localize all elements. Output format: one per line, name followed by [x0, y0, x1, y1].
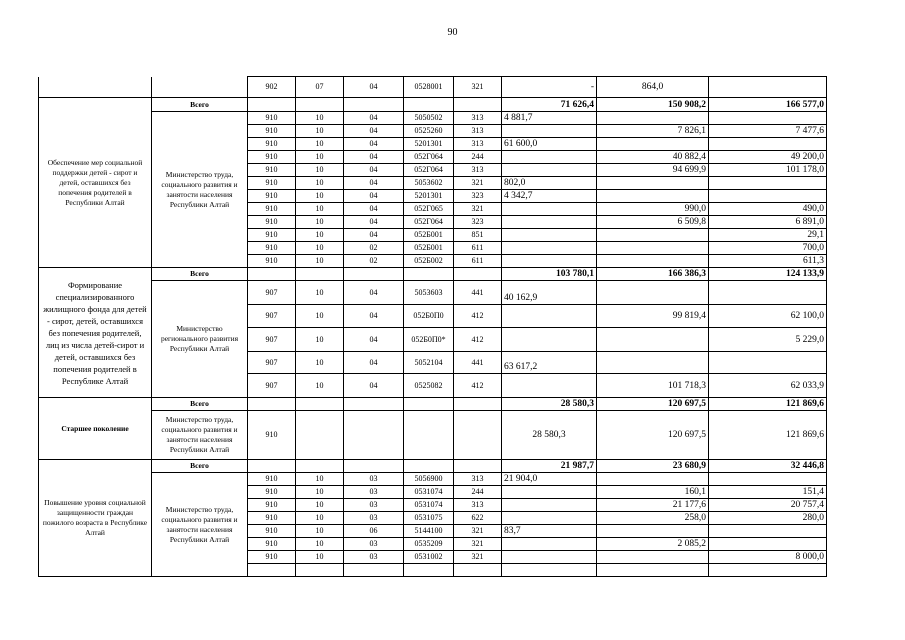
cell-expense-type: 851 [454, 229, 502, 242]
cell-expense-type: 412 [454, 305, 502, 328]
cell-expense-type: 313 [454, 164, 502, 177]
program-name: Формирование специализированного жилищного фонда для детей - сирот, детей, оставшихся без попечения родителей, лиц из числа детей-сирот и детей, оставшихся без попечения родителей в Республике Алтай [39, 268, 152, 398]
cell-target-article: 5201301 [404, 190, 454, 203]
cell-target-article: 5053603 [404, 281, 454, 305]
cell-target-article: 5052104 [404, 352, 454, 374]
cell-section: 10 [296, 281, 344, 305]
cell-target-article: 5144100 [404, 525, 454, 538]
cell-code: 907 [248, 281, 296, 305]
cell-subsection: 03 [344, 538, 404, 551]
total-value-2: 23 680,9 [597, 460, 709, 473]
cell-target-article: 052Б001 [404, 229, 454, 242]
cell-section: 10 [296, 512, 344, 525]
cell-expense-type: 313 [454, 499, 502, 512]
cell-expense-type: 313 [454, 125, 502, 138]
cell-value-1 [502, 229, 597, 242]
organization-cell-continued [152, 77, 248, 98]
cell-subsection: 06 [344, 525, 404, 538]
budget-table [38, 76, 827, 577]
cell-value-3: 6 891,0 [709, 216, 827, 229]
cell-value-3: 20 757,4 [709, 499, 827, 512]
cell-target-article: 052Б0П0* [404, 328, 454, 352]
total-value-3: 32 446,8 [709, 460, 827, 473]
cell-code: 910 [248, 525, 296, 538]
cell-value-3: 101 178,0 [709, 164, 827, 177]
cell-value-3 [709, 281, 827, 305]
cell-code: 910 [248, 486, 296, 499]
cell-subsection: 04 [344, 203, 404, 216]
cell-subsection: 03 [344, 551, 404, 564]
cell-code: 910 [248, 177, 296, 190]
cell-target-article: 052Г064 [404, 151, 454, 164]
cell-expense-type: 321 [454, 538, 502, 551]
cell-target-article: 052Г065 [404, 203, 454, 216]
cell-code [248, 564, 296, 577]
empty-cell [404, 460, 454, 473]
cell-value-2 [597, 564, 709, 577]
cell-section: 10 [296, 551, 344, 564]
cell-value-2 [597, 229, 709, 242]
cell-expense-type: 323 [454, 216, 502, 229]
cell-value-1: 40 162,9 [502, 281, 597, 305]
cell-expense-type: 441 [454, 352, 502, 374]
cell-value-2 [597, 473, 709, 486]
cell-code: 910 [248, 538, 296, 551]
table-row [39, 281, 827, 305]
cell-subsection: 04 [344, 216, 404, 229]
total-label: Всего [152, 460, 248, 473]
total-value-3: 124 133,9 [709, 268, 827, 281]
cell-value-3: 62 033,9 [709, 374, 827, 398]
cell-expense-type [454, 564, 502, 577]
table-row [39, 112, 827, 125]
cell-value-2 [597, 112, 709, 125]
total-value-1: 71 626,4 [502, 98, 597, 112]
empty-cell [454, 460, 502, 473]
cell-value-1 [502, 551, 597, 564]
total-row [39, 460, 827, 473]
cell-code: 910 [248, 229, 296, 242]
cell-expense-type: 244 [454, 486, 502, 499]
cell-section: 10 [296, 125, 344, 138]
cell-value-1 [502, 151, 597, 164]
cell-value-3: 29,1 [709, 229, 827, 242]
empty-cell [454, 398, 502, 411]
total-value-1: 28 580,3 [502, 398, 597, 411]
cell-value-3 [709, 538, 827, 551]
cell-value-3 [709, 138, 827, 151]
cell-section: 10 [296, 229, 344, 242]
cell-target-article: 052Б0П0 [404, 305, 454, 328]
cell-code: 902 [248, 77, 296, 98]
empty-cell [404, 268, 454, 281]
cell-expense-type: 244 [454, 151, 502, 164]
cell-value-2: 990,0 [597, 203, 709, 216]
page-number: 90 [447, 27, 458, 38]
cell-value-1 [502, 564, 597, 577]
cell-value-1: 83,7 [502, 525, 597, 538]
cell-value-2: 120 697,5 [597, 411, 709, 460]
cell-value-1 [502, 538, 597, 551]
cell-value-1: 63 617,2 [502, 352, 597, 374]
cell-value-1: 802,0 [502, 177, 597, 190]
empty-cell [344, 460, 404, 473]
organization-name: Министерство труда, социального развития и занятости населения Республики Алтай [152, 473, 248, 577]
cell-target-article: 052Б001 [404, 242, 454, 255]
cell-value-2 [597, 255, 709, 268]
cell-subsection: 04 [344, 112, 404, 125]
cell-section: 07 [296, 77, 344, 98]
empty-cell [344, 268, 404, 281]
empty-cell [296, 398, 344, 411]
empty-cell [296, 460, 344, 473]
cell-subsection: 03 [344, 512, 404, 525]
cell-value-2 [597, 190, 709, 203]
cell-value-2 [597, 242, 709, 255]
cell-subsection: 02 [344, 242, 404, 255]
cell-section: 10 [296, 190, 344, 203]
cell-value-1: 4 342,7 [502, 190, 597, 203]
cell-subsection: 03 [344, 486, 404, 499]
cell-subsection: 04 [344, 229, 404, 242]
cell-section: 10 [296, 216, 344, 229]
cell-expense-type: 313 [454, 112, 502, 125]
cell-value-1 [502, 328, 597, 352]
total-value-2: 166 386,3 [597, 268, 709, 281]
cell-value-2: 21 177,6 [597, 499, 709, 512]
cell-section: 10 [296, 242, 344, 255]
cell-value-2: 2 085,2 [597, 538, 709, 551]
cell-value-3 [709, 525, 827, 538]
organization-name: Министерство труда, социального развития и занятости населения Республики Алтай [152, 112, 248, 268]
cell-section: 10 [296, 151, 344, 164]
cell-expense-type: 313 [454, 473, 502, 486]
cell-value-3 [709, 177, 827, 190]
cell-section: 10 [296, 203, 344, 216]
organization-name: Министерство регионального развития Республики Алтай [152, 281, 248, 398]
cell-value-1 [502, 242, 597, 255]
cell-code: 910 [248, 190, 296, 203]
cell-subsection: 04 [344, 374, 404, 398]
cell-value-3: 151,4 [709, 486, 827, 499]
cell-target-article [404, 411, 454, 460]
program-name: Повышение уровня социальной защищенности граждан пожилого возраста в Республике Алтай [39, 460, 152, 577]
cell-subsection [344, 411, 404, 460]
cell-section: 10 [296, 112, 344, 125]
total-label: Всего [152, 398, 248, 411]
cell-target-article: 0531074 [404, 486, 454, 499]
cell-value-1 [502, 305, 597, 328]
cell-value-1 [502, 374, 597, 398]
cell-code: 910 [248, 551, 296, 564]
cell-value-2 [597, 281, 709, 305]
cell-code: 910 [248, 255, 296, 268]
cell-value-3: 611,3 [709, 255, 827, 268]
cell-target-article: 5056900 [404, 473, 454, 486]
cell-section: 10 [296, 499, 344, 512]
table-body [39, 77, 827, 577]
total-row [39, 398, 827, 411]
total-value-1: 21 987,7 [502, 460, 597, 473]
cell-value-1: 28 580,3 [502, 411, 597, 460]
cell-value-2 [597, 551, 709, 564]
cell-value-2 [597, 352, 709, 374]
cell-section: 10 [296, 525, 344, 538]
total-label: Всего [152, 98, 248, 112]
cell-code: 910 [248, 473, 296, 486]
cell-expense-type: 622 [454, 512, 502, 525]
cell-value-1 [502, 255, 597, 268]
organization-name: Министерство труда, социального развития и занятости населения Республики Алтай [152, 411, 248, 460]
cell-expense-type: 321 [454, 551, 502, 564]
cell-subsection [344, 564, 404, 577]
cell-section: 10 [296, 305, 344, 328]
cell-section: 10 [296, 538, 344, 551]
cell-value-3: 5 229,0 [709, 328, 827, 352]
total-value-2: 150 908,2 [597, 98, 709, 112]
cell-expense-type: 611 [454, 255, 502, 268]
table-row [39, 473, 827, 486]
cell-target-article: 0531002 [404, 551, 454, 564]
cell-section: 10 [296, 177, 344, 190]
cell-expense-type: 323 [454, 190, 502, 203]
cell-expense-type: 441 [454, 281, 502, 305]
cell-value-3: 8 000,0 [709, 551, 827, 564]
cell-target-article: 0535209 [404, 538, 454, 551]
program-name: Обеспечение мер социальной поддержки детей - сирот и детей, оставшихся без попечения родителей в Республики Алтай [39, 98, 152, 268]
empty-cell [404, 398, 454, 411]
cell-value-2 [597, 177, 709, 190]
cell-value-3 [709, 473, 827, 486]
cell-section: 10 [296, 374, 344, 398]
cell-section: 10 [296, 473, 344, 486]
cell-value-1 [502, 499, 597, 512]
cell-value-2: 7 826,1 [597, 125, 709, 138]
cell-section [296, 411, 344, 460]
empty-cell [454, 268, 502, 281]
cell-target-article: 052Г064 [404, 216, 454, 229]
cell-value-2 [597, 328, 709, 352]
total-row [39, 268, 827, 281]
cell-code: 910 [248, 512, 296, 525]
cell-value-1 [502, 216, 597, 229]
cell-subsection: 04 [344, 125, 404, 138]
cell-value-3: 280,0 [709, 512, 827, 525]
cell-value-1 [502, 203, 597, 216]
cell-subsection: 04 [344, 190, 404, 203]
empty-cell [248, 460, 296, 473]
cell-value-2 [597, 138, 709, 151]
cell-expense-type: 611 [454, 242, 502, 255]
cell-value-2: 99 819,4 [597, 305, 709, 328]
cell-section: 10 [296, 164, 344, 177]
cell-code: 910 [248, 125, 296, 138]
cell-value-3: 7 477,6 [709, 125, 827, 138]
program-name: Старшее поколение [39, 398, 152, 460]
cell-target-article [404, 564, 454, 577]
total-value-3: 121 869,6 [709, 398, 827, 411]
cell-subsection: 04 [344, 177, 404, 190]
cell-expense-type: 321 [454, 77, 502, 98]
program-cell-continued [39, 77, 152, 98]
cell-section: 10 [296, 352, 344, 374]
cell-value-3 [709, 77, 827, 98]
cell-value-2: 94 699,9 [597, 164, 709, 177]
cell-value-3: 121 869,6 [709, 411, 827, 460]
cell-value-1 [502, 512, 597, 525]
cell-target-article: 5201301 [404, 138, 454, 151]
cell-subsection: 04 [344, 138, 404, 151]
cell-value-2: 6 509,8 [597, 216, 709, 229]
cell-code: 907 [248, 328, 296, 352]
cell-code: 907 [248, 352, 296, 374]
cell-value-3: 700,0 [709, 242, 827, 255]
cell-subsection: 04 [344, 77, 404, 98]
cell-subsection: 04 [344, 328, 404, 352]
cell-expense-type: 313 [454, 138, 502, 151]
cell-target-article: 0525260 [404, 125, 454, 138]
cell-subsection: 04 [344, 281, 404, 305]
cell-value-1: 4 881,7 [502, 112, 597, 125]
total-row [39, 98, 827, 112]
cell-value-3 [709, 190, 827, 203]
total-value-3: 166 577,0 [709, 98, 827, 112]
cell-value-3 [709, 112, 827, 125]
cell-value-2 [597, 525, 709, 538]
cell-target-article: 0528001 [404, 77, 454, 98]
cell-section: 10 [296, 328, 344, 352]
cell-target-article: 052Б002 [404, 255, 454, 268]
cell-value-2: 40 882,4 [597, 151, 709, 164]
cell-value-3 [709, 564, 827, 577]
cell-value-2: 160,1 [597, 486, 709, 499]
cell-value-2: 864,0 [597, 77, 709, 98]
cell-value-1 [502, 164, 597, 177]
cell-code: 907 [248, 305, 296, 328]
cell-subsection: 02 [344, 255, 404, 268]
cell-section: 10 [296, 138, 344, 151]
total-value-2: 120 697,5 [597, 398, 709, 411]
cell-subsection: 04 [344, 305, 404, 328]
cell-value-1: 61 600,0 [502, 138, 597, 151]
empty-cell [248, 268, 296, 281]
cell-section: 10 [296, 486, 344, 499]
empty-cell [344, 398, 404, 411]
cell-value-3: 62 100,0 [709, 305, 827, 328]
cell-code: 910 [248, 164, 296, 177]
cell-code: 910 [248, 151, 296, 164]
cell-expense-type [454, 411, 502, 460]
cell-target-article: 0525082 [404, 374, 454, 398]
cell-expense-type: 321 [454, 203, 502, 216]
cell-target-article: 5053602 [404, 177, 454, 190]
cell-section: 10 [296, 255, 344, 268]
cell-code: 910 [248, 112, 296, 125]
cell-value-1: 21 904,0 [502, 473, 597, 486]
cell-target-article: 0531075 [404, 512, 454, 525]
cell-value-2: 258,0 [597, 512, 709, 525]
cell-subsection: 04 [344, 352, 404, 374]
cell-code: 910 [248, 216, 296, 229]
cell-code: 910 [248, 242, 296, 255]
cell-target-article: 052Г064 [404, 164, 454, 177]
cell-code: 910 [248, 138, 296, 151]
cell-code: 907 [248, 374, 296, 398]
empty-cell [296, 268, 344, 281]
cell-section [296, 564, 344, 577]
cell-subsection: 03 [344, 499, 404, 512]
cell-value-1 [502, 125, 597, 138]
cell-code: 910 [248, 203, 296, 216]
cell-expense-type: 412 [454, 374, 502, 398]
table-row [39, 77, 827, 98]
cell-value-3: 49 200,0 [709, 151, 827, 164]
cell-expense-type: 321 [454, 525, 502, 538]
cell-value-3: 490,0 [709, 203, 827, 216]
cell-value-3 [709, 352, 827, 374]
cell-value-1 [502, 486, 597, 499]
cell-code: 910 [248, 411, 296, 460]
cell-subsection: 04 [344, 151, 404, 164]
cell-value-1: - [502, 77, 597, 98]
cell-expense-type: 412 [454, 328, 502, 352]
cell-value-2: 101 718,3 [597, 374, 709, 398]
cell-code: 910 [248, 499, 296, 512]
cell-subsection: 04 [344, 164, 404, 177]
cell-target-article: 5050502 [404, 112, 454, 125]
cell-expense-type: 321 [454, 177, 502, 190]
empty-cell [248, 398, 296, 411]
cell-target-article: 0531074 [404, 499, 454, 512]
total-label: Всего [152, 268, 248, 281]
cell-subsection: 03 [344, 473, 404, 486]
total-value-1: 103 780,1 [502, 268, 597, 281]
table-row [39, 411, 827, 460]
